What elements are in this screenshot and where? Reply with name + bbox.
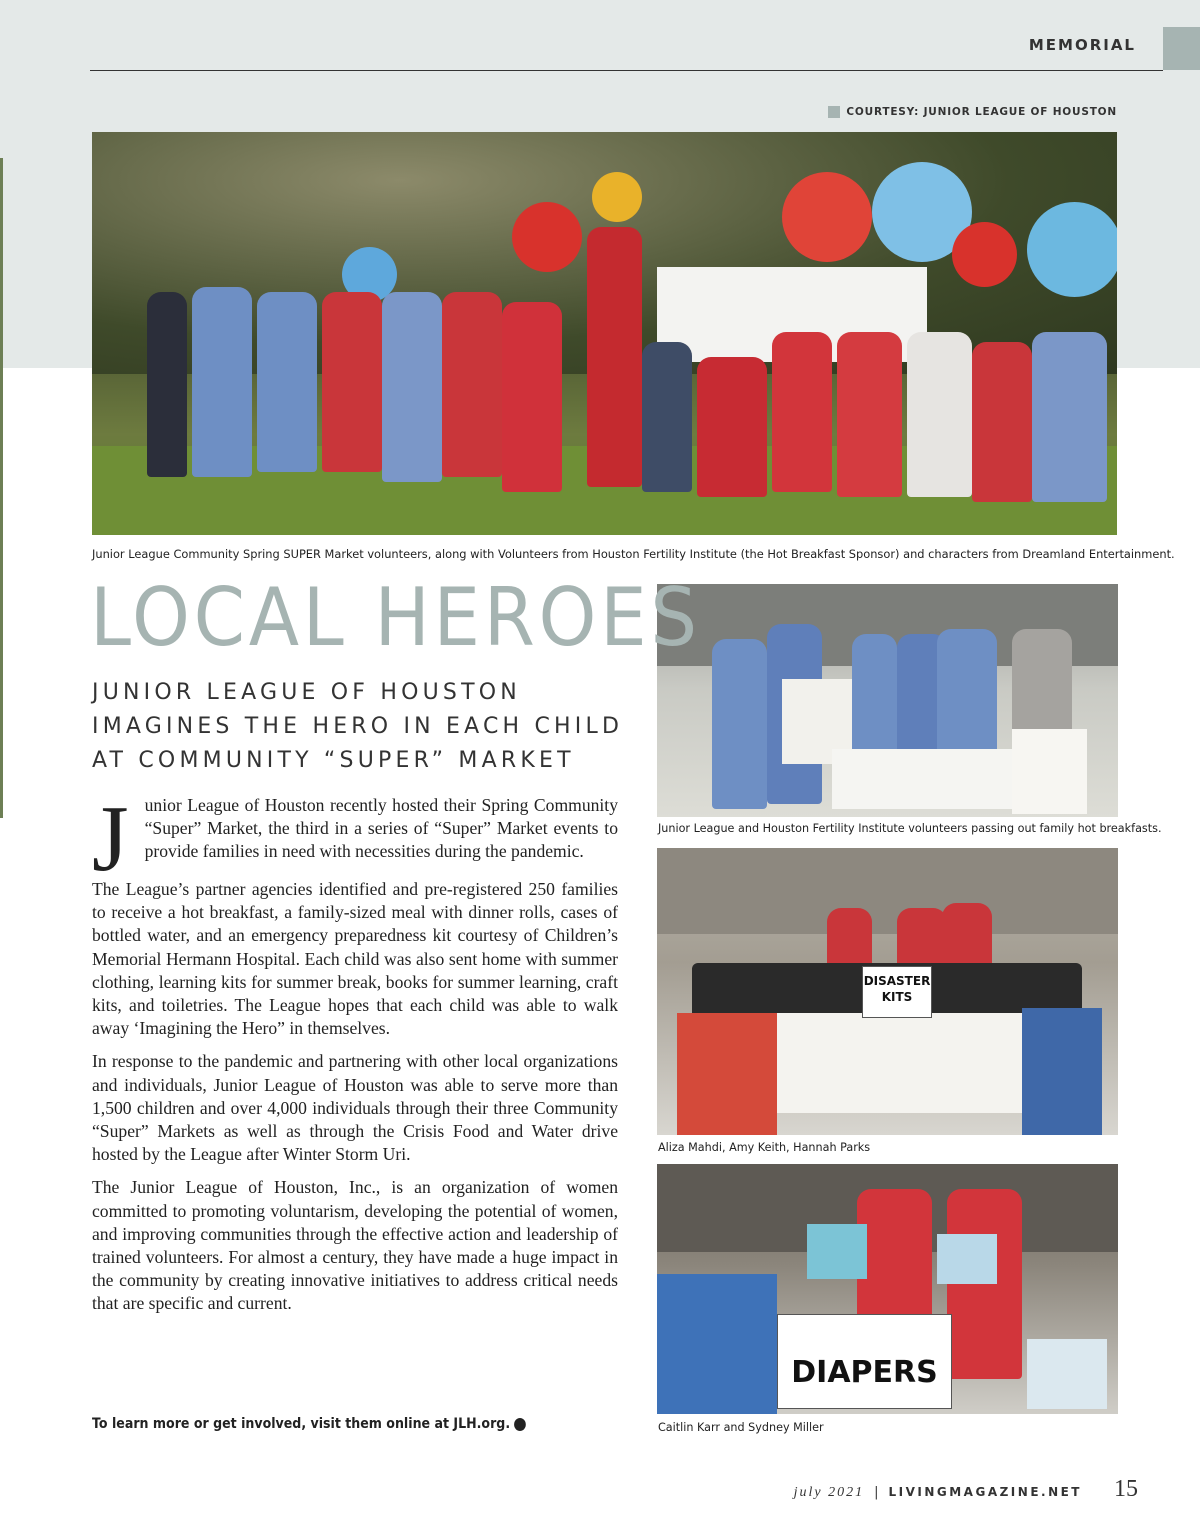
paragraph-2: The League’s partner agencies identified and pre-registered 250 families to receive a hot breakfast, a family-sized meal with dinner rolls, cases of bottled water, and an emergency preparedness kit courtesy of Children’s Memorial Hermann Hospital. Each child was also sent home with summer clothing, learning kits for summer break, books for summer learning, craft kits, and toiletries. The League hopes that each child was able to walk away ‘Imagining the Hero” in themselves. xyxy=(92,879,618,1039)
main-photo-caption: Junior League Community Spring SUPER Market volunteers, along with Volunteers from Houston Fertility Institute (the Hot Breakfast Sponsor) and characters from Dreamland Entertainment. xyxy=(92,547,1175,561)
main-group-photo xyxy=(92,132,1117,535)
paragraph-1-text: unior League of Houston recently hosted their Spring Community “Super” Market, the third in a series of “Super” Market events to provide families in need with necessities during the pandemic. xyxy=(144,795,618,862)
disaster-kits-photo xyxy=(657,848,1118,1135)
diapers-sign: DIAPERS xyxy=(777,1314,952,1409)
photo-4-caption: Caitlin Karr and Sydney Miller xyxy=(658,1421,824,1434)
photo-credit xyxy=(828,106,1117,118)
drop-cap: J xyxy=(92,787,129,891)
disaster-kits-sign: DISASTER KITS xyxy=(862,966,932,1018)
footer-separator: | xyxy=(874,1485,879,1500)
paragraph-1 xyxy=(92,787,618,891)
credit-square-icon xyxy=(828,106,840,118)
paragraph-4: The Junior League of Houston, Inc., is an organization of women committed to promoting voluntarism, developing the potential of women, and improving communities through the effective action and leadership of trained volunteers. For almost a century, they have made a huge impact in the community by creating innovative initiatives to address critical needs that are specific and current. xyxy=(92,1177,618,1314)
end-mark-icon xyxy=(514,1418,526,1431)
section-label: MEMORIAL xyxy=(1028,36,1136,54)
page-footer xyxy=(794,1476,1138,1503)
photo-2-caption: Junior League and Houston Fertility Institute volunteers passing out family hot breakfasts. xyxy=(658,822,1162,835)
header-rule xyxy=(90,70,1163,71)
photo-credit-text: COURTESY: JUNIOR LEAGUE OF HOUSTON xyxy=(846,106,1117,118)
diapers-photo xyxy=(657,1164,1118,1414)
call-to-action xyxy=(92,1416,525,1432)
paragraph-3: In response to the pandemic and partnering with other local organizations and individuals, Junior League of Houston was able to serve more than 1,500 children and over 4,000 individuals through their three Community “Super” Markets as well as through the Crisis Food and Water drive hosted by the League after Winter Storm Uri. xyxy=(92,1051,618,1165)
subheadline: JUNIOR LEAGUE OF HOUSTON IMAGINES THE HERO IN EACH CHILD AT COMMUNITY “SUPER” MARKET xyxy=(92,680,624,773)
left-accent-stripe xyxy=(0,158,3,818)
page-number: 15 xyxy=(1114,1476,1138,1502)
issue-date: july 2021 xyxy=(793,1485,865,1500)
section-tab xyxy=(1163,27,1200,70)
breakfast-volunteers-photo xyxy=(657,584,1118,817)
call-to-action-text: To learn more or get involved, visit them online at JLH.org. xyxy=(92,1416,511,1432)
website-link[interactable]: LIVINGMAGAZINE.NET xyxy=(888,1485,1082,1499)
headline: LOCAL HEROES xyxy=(90,571,701,664)
photo-3-caption: Aliza Mahdi, Amy Keith, Hannah Parks xyxy=(658,1141,871,1154)
article-body xyxy=(92,787,618,1326)
